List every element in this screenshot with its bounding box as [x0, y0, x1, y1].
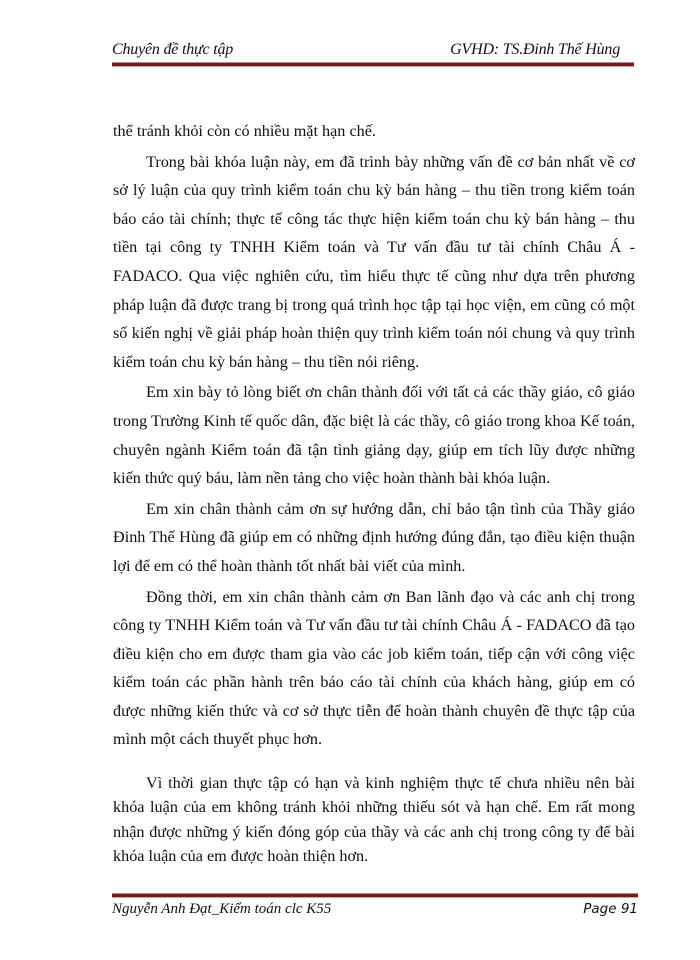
footer-rule-divider [112, 893, 638, 898]
paragraph-summary: Trong bài khóa luận này, em đã trình bày những vấn đề cơ bản nhất về cơ sở lý luận của quy trình kiểm toán chu kỳ bán hàng – thu tiền trong kiểm toán báo cáo tài chính; thực tế công tác thực hiện kiểm toán chu kỳ bán hàng – thu tiền tại công ty TNHH Kiểm toán và Tư vấn đầu tư tài chính Châu Á - FADACO. Qua việc nghiên cứu, tìm hiểu thực tế cũng như dựa trên phương pháp luận đã được trang bị trong quá trình học tập tại học viện, em cũng có một số kiến nghị về giải pháp hoàn thiện quy trình kiểm toán nói chung và quy trình kiểm toán chu kỳ bán hàng – thu tiền nói riêng. [113, 152, 635, 371]
page-header [112, 40, 634, 62]
paragraph-thanks-advisor: Em xin chân thành cảm ơn sự hướng dẫn, chỉ bảo tận tình của Thầy giáo Đinh Thế Hùng đã giúp em có những định hướng đúng đắn, tạo điều kiện thuận lợi để em có thể hoàn thành tốt nhất bài viết của mình. [113, 499, 635, 575]
paragraph-continuation: thể tránh khỏi còn có nhiều mặt hạn chế. [113, 122, 376, 140]
header-rule-divider [112, 62, 634, 67]
footer-author: Nguyễn Anh Đạt_Kiểm toán clc K55 [112, 901, 332, 917]
header-title: Chuyên đề thực tập [112, 41, 234, 58]
header-advisor: GVHD: TS.Đinh Thế Hùng [450, 41, 620, 58]
paragraph-thanks-teachers: Em xin bày tỏ lòng biết ơn chân thành đối với tất cả các thầy giáo, cô giáo trong Trường Kinh tế quốc dân, đặc biệt là các thầy, cô giáo trong khoa Kế toán, chuyên ngành Kiểm toán đã tận tình giảng dạy, giúp em tích lũy được những kiến thức quý báu, làm nền tảng cho việc hoàn thành bài khóa luận. [113, 383, 635, 488]
page-footer [112, 899, 638, 919]
page-body [113, 117, 635, 868]
paragraph-closing: Vì thời gian thực tập có hạn và kinh nghiệm thực tế chưa nhiều nên bài khóa luận của em không tránh khỏi những thiếu sót và hạn chế. Em rất mong nhận được những ý kiến đóng góp của thầy và các anh chị trong công ty để bài khóa luận của em được hoàn thiện hơn. [113, 774, 635, 865]
page-number: Page 91 [583, 901, 638, 917]
paragraph-thanks-company: Đồng thời, em xin chân thành cảm ơn Ban lãnh đạo và các anh chị trong công ty TNHH Kiểm toán và Tư vấn đầu tư tài chính Châu Á - FADACO đã tạo điều kiện cho em được tham gia vào các job kiểm toán, tiếp cận với công việc kiểm toán các phần hành trên báo cáo tài chính của khách hàng, giúp em có được những kiến thức và cơ sở thực tiễn để hoàn thành chuyên đề thực tập của mình một cách thuyết phục hơn. [113, 587, 635, 749]
